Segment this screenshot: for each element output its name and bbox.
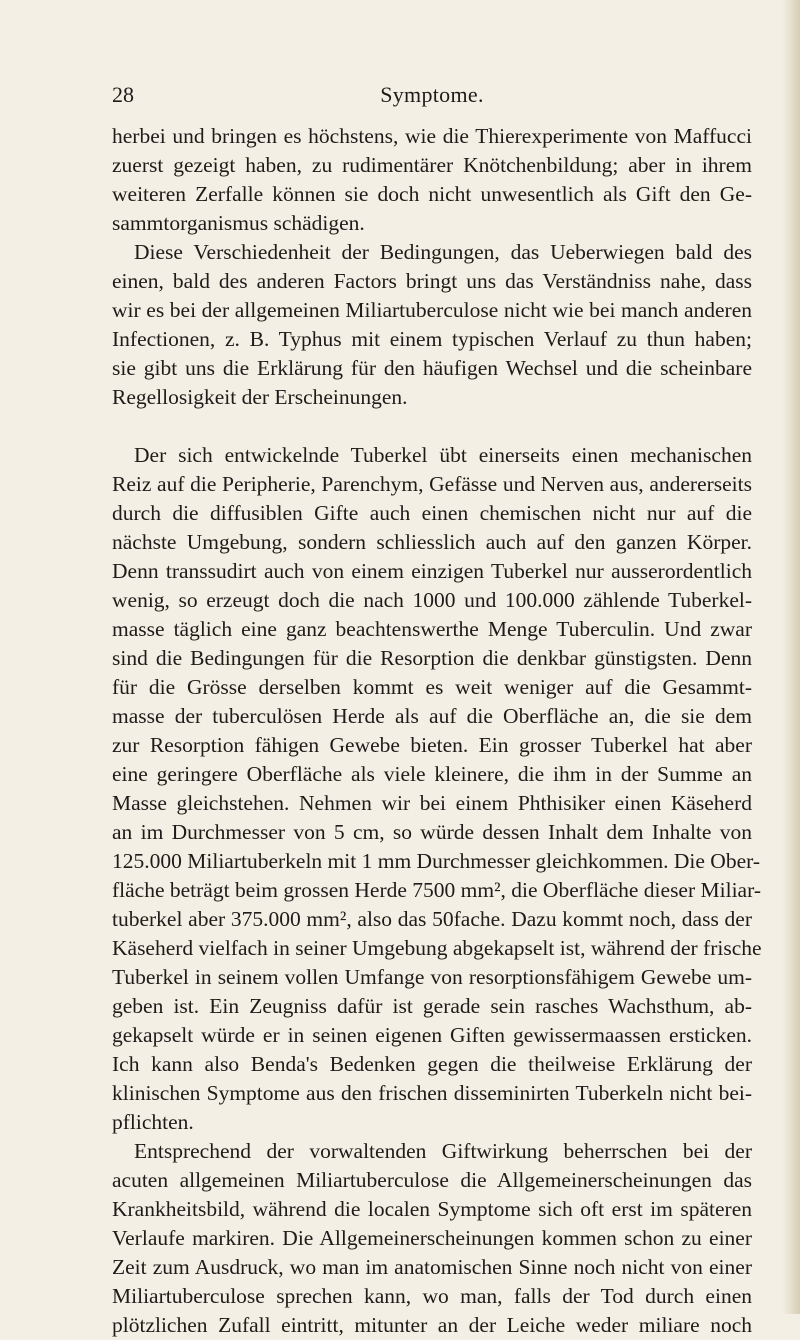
text-line: Krankheitsbild, während die localen Symptome sich oft erst im späteren (112, 1197, 752, 1221)
page-edge-shadow (782, 0, 800, 1314)
text-line: Entsprechend der vorwaltenden Giftwirkung beherrschen bei der (134, 1139, 752, 1163)
text-line: 125.000 Miliartuberkeln mit 1 mm Durchmesser gleichkommen. Die Ober- (112, 849, 761, 873)
text-line: sie gibt uns die Erklärung für den häufigen Wechsel und die scheinbare (112, 356, 752, 380)
text-line: plötzlichen Zufall eintritt, mitunter an der Leiche weder miliare noch (112, 1313, 752, 1337)
text-line: sind die Bedingungen für die Resorption die denkbar günstigsten. Denn (112, 646, 752, 670)
text-line: geben ist. Ein Zeugniss dafür ist gerade sein rasches Wachsthum, ab- (112, 994, 752, 1018)
text-line: pflichten. (112, 1110, 194, 1134)
page-header (112, 82, 752, 110)
text-line: masse täglich eine ganz beachtenswerthe Menge Tuberculin. Und zwar (112, 617, 752, 641)
text-line: zuerst gezeigt haben, zu rudimentärer Knötchenbildung; aber in ihrem (112, 153, 752, 177)
text-line: Miliartuberculose sprechen kann, wo man, falls der Tod durch einen (112, 1284, 752, 1308)
text-line: eine geringere Oberfläche als viele kleinere, die ihm in der Summe an (112, 762, 752, 786)
text-line: Tuberkel in seinem vollen Umfange von resorptionsfähigem Gewebe um- (112, 965, 752, 989)
text-line: Masse gleichstehen. Nehmen wir bei einem Phthisiker einen Käseherd (112, 791, 752, 815)
body-text (112, 122, 762, 1340)
text-line: klinischen Symptome aus den frischen disseminirten Tuberkeln nicht bei- (112, 1081, 752, 1105)
text-line: weiteren Zerfalle können sie doch nicht unwesentlich als Gift den Ge- (112, 182, 752, 206)
text-line: Regellosigkeit der Erscheinungen. (112, 385, 408, 409)
text-line: Denn transsudirt auch von einem einzigen Tuberkel nur ausserordentlich (112, 559, 752, 583)
page-number: 28 (112, 82, 134, 107)
text-line: gekapselt würde er in seinen eigenen Giften gewissermaassen ersticken. (112, 1023, 752, 1047)
text-line: acuten allgemeinen Miliartuberculose die Allgemeinerscheinungen das (112, 1168, 752, 1192)
text-line: Käseherd vielfach in seiner Umgebung abgekapselt ist, während der frische (112, 936, 762, 960)
text-line: nächste Umgebung, sondern schliesslich auch auf den ganzen Körper. (112, 530, 752, 554)
text-line: Diese Verschiedenheit der Bedingungen, das Ueberwiegen bald des (134, 240, 752, 264)
text-line: masse der tuberculösen Herde als auf die Oberfläche an, die sie dem (112, 704, 752, 728)
text-line: Reiz auf die Peripherie, Parenchym, Gefässe und Nerven aus, andererseits (112, 472, 752, 496)
text-line: sammtorganismus schädigen. (112, 211, 365, 235)
text-line: Der sich entwickelnde Tuberkel übt einerseits einen mechanischen (134, 443, 752, 467)
text-line: wenig, so erzeugt doch die nach 1000 und 100.000 zählende Tuberkel- (112, 588, 752, 612)
text-line: durch die diffusiblen Gifte auch einen chemischen nicht nur auf die (112, 501, 752, 525)
text-line: einen, bald des anderen Factors bringt uns das Verständniss nahe, dass (112, 269, 752, 293)
text-line: fläche beträgt beim grossen Herde 7500 mm², die Oberfläche dieser Miliar- (112, 878, 761, 902)
text-line: zur Resorption fähigen Gewebe bieten. Ein grosser Tuberkel hat aber (112, 733, 752, 757)
text-line: Verlaufe markiren. Die Allgemeinerscheinungen kommen schon zu einer (112, 1226, 752, 1250)
text-line: tuberkel aber 375.000 mm², also das 50fache. Dazu kommt noch, dass der (112, 907, 752, 931)
text-line: für die Grösse derselben kommt es weit weniger auf die Gesammt- (112, 675, 752, 699)
text-line: Zeit zum Ausdruck, wo man im anatomischen Sinne noch nicht von einer (112, 1255, 752, 1279)
paragraph-gap (112, 412, 752, 441)
text-line: wir es bei der allgemeinen Miliartuberculose nicht wie bei manch anderen (112, 298, 752, 322)
text-line: Ich kann also Benda's Bedenken gegen die theilweise Erklärung der (112, 1052, 752, 1076)
running-head: Symptome. (380, 82, 484, 107)
text-line: herbei und bringen es höchstens, wie die Thierexperimente von Maffucci (112, 124, 752, 148)
text-line: Infectionen, z. B. Typhus mit einem typischen Verlauf zu thun haben; (112, 327, 752, 351)
text-line: an im Durchmesser von 5 cm, so würde dessen Inhalt dem Inhalte von (112, 820, 752, 844)
